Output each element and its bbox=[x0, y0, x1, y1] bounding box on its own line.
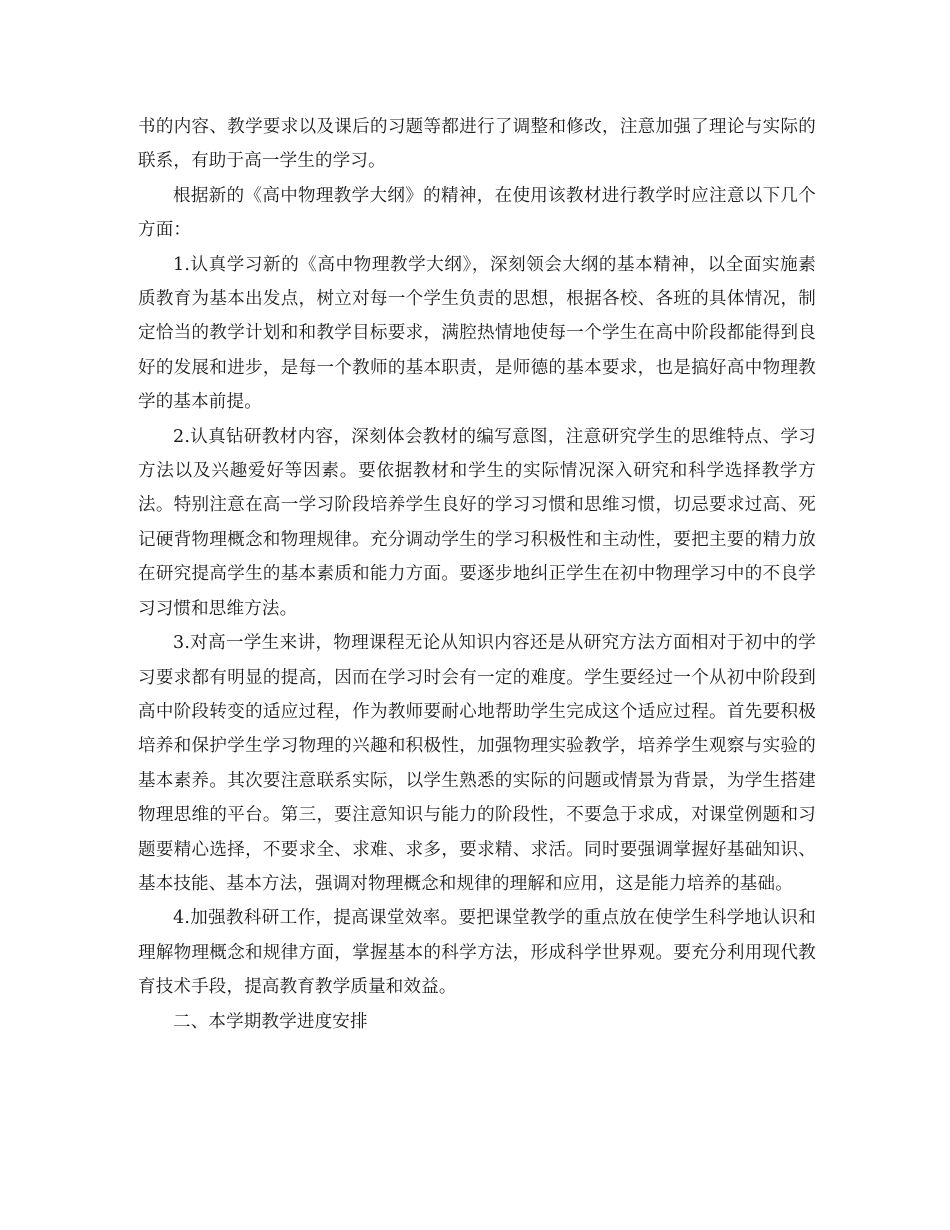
paragraph-intro: 根据新的《高中物理教学大纲》的精神，在使用该教材进行教学时应注意以下几个方面： bbox=[138, 185, 816, 241]
paragraph-item-3: 3.对高一学生来讲，物理课程无论从知识内容还是从研究方法方面相对于初中的学习要求都有明显的提高，因而在学习时会有一定的难度。学生要经过一个从初中阶段到高中阶段转变的适应过程，作为教师要耐心地帮助学生完成这个适应过程。首先要积极培养和保护学生学习物理的兴趣和积极性，加强物理实验教学，培养学生观察与实验的基本素养。其次要注意联系实际，以学生熟悉的实际的问题或情景为背景，为学生搭建物理思维的平台。第三，要注意知识与能力的阶段性，不要急于求成，对课堂例题和习题要精心选择，不要求全、求难、求多，要求精、求活。同时要强调掌握好基础知识、基本技能、基本方法，强调对物理概念和规律的理解和应用，这是能力培养的基础。 bbox=[138, 633, 816, 894]
paragraph-item-4: 4.加强教科研工作，提高课堂效率。要把课堂教学的重点放在使学生科学地认识和理解物理概念和规律方面，掌握基本的科学方法，形成科学世界观。要充分利用现代教育技术手段，提高教育教学质量和效益。 bbox=[138, 908, 816, 998]
paragraph-item-1: 1.认真学习新的《高中物理教学大纲》，深刻领会大纲的基本精神，以全面实施素质教育为基本出发点，树立对每一个学生负责的思想，根据各校、各班的具体情况，制定恰当的教学计划和和教学目标要求，满腔热情地使每一个学生在高中阶段都能得到良好的发展和进步，是每一个教师的基本职责，是师德的基本要求，也是搞好高中物理教学的基本前提。 bbox=[138, 254, 816, 413]
section-heading: 二、本学期教学进度安排 bbox=[173, 1011, 368, 1032]
document-body bbox=[138, 110, 816, 1039]
paragraph-continuation: 书的内容、教学要求以及课后的习题等都进行了调整和修改，注意加强了理论与实际的联系，有助于高一学生的学习。 bbox=[138, 117, 816, 172]
paragraph-item-2: 2.认真钻研教材内容，深刻体会教材的编写意图，注意研究学生的思维特点、学习方法以及兴趣爱好等因素。要依据教材和学生的实际情况深入研究和科学选择教学方法。特别注意在高一学习阶段培养学生良好的学习习惯和思维习惯，切忌要求过高、死记硬背物理概念和物理规律。充分调动学生的学习积极性和主动性，要把主要的精力放在研究提高学生的基本素质和能力方面。要逐步地纠正学生在初中物理学习中的不良学习习惯和思维方法。 bbox=[138, 426, 816, 619]
